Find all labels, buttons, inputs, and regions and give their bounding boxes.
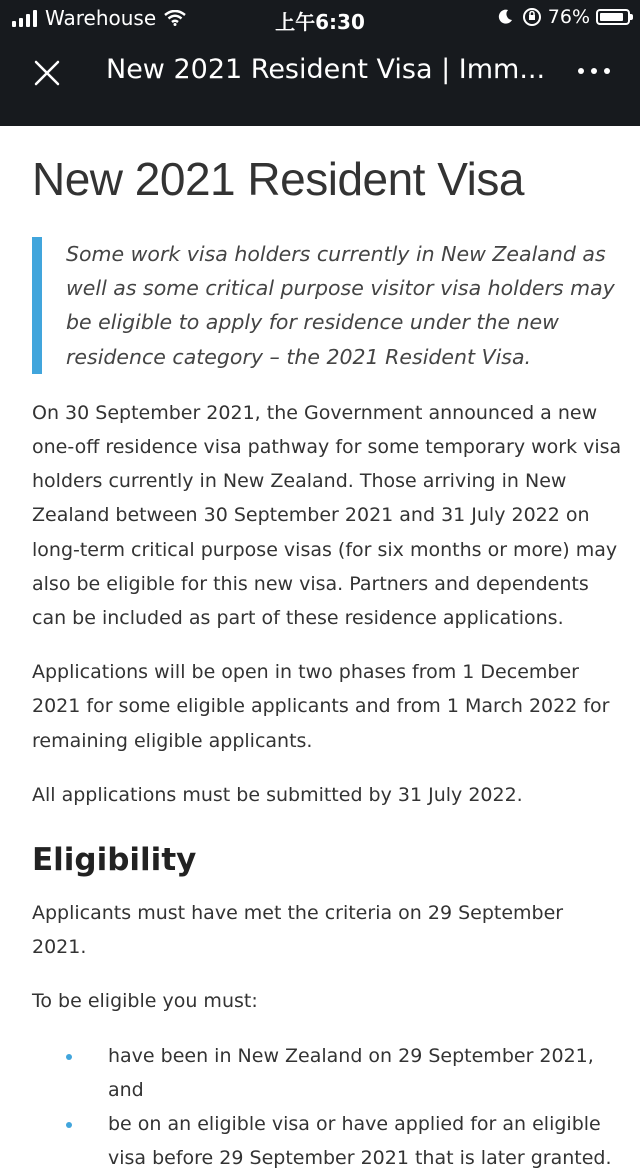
bullet-icon [66,1122,72,1128]
article [32,126,622,1175]
clock: 上午6:30 [275,10,365,34]
battery-icon [596,9,630,25]
paragraph-phases: Applications will be open in two phases from 1 December 2021 for some eligible applicants and from 1 March 2022 for remaining eligible applicants. [32,661,610,752]
eligibility-list [32,1039,622,1175]
paragraph-eligible-intro: To be eligible you must: [32,990,258,1013]
browser-navbar [0,36,640,108]
bullet-icon [66,1054,72,1060]
paragraph-announcement: On 30 September 2021, the Government announced a new one-off residence visa pathway for some temporary work visa holders currently in New Zealand. Those arriving in New Zealand between 30 September 2021 and 31 July 2022 on long-term critical purpose visas (for six months or more) may also be eligible for this new visa. Partners and dependents can be included as part of these residence applications. [32,401,622,630]
paragraph-criteria-date: Applicants must have met the criteria on 29 September 2021. [32,902,564,959]
more-options-icon[interactable] [578,68,610,74]
close-icon[interactable] [32,58,62,88]
orientation-lock-icon [522,7,542,27]
app-header [0,0,640,126]
list-item [32,1039,622,1107]
page-title-bar: New 2021 Resident Visa | Imm... [106,54,546,85]
carrier-name: Warehouse [45,6,157,30]
list-item-text: be on an eligible visa or have applied for an eligible visa before 29 September 2021 that is later granted. [108,1113,612,1170]
list-item-text: have been in New Zealand on 29 September 2021, and [108,1044,594,1101]
battery-percent: 76% [547,6,590,28]
paragraph-deadline: All applications must be submitted by 31 July 2022. [32,783,523,806]
summary-quote: Some work visa holders currently in New Zealand as well as some critical purpose visitor visa holders may be eligible to apply for residence under the new residence category – the 2021 Resident Visa. [32,237,622,374]
status-bar [0,0,640,36]
eligibility-heading: Eligibility [32,842,197,879]
list-item [32,1107,622,1175]
page-title: New 2021 Resident Visa [32,153,524,205]
moon-icon [496,8,514,26]
